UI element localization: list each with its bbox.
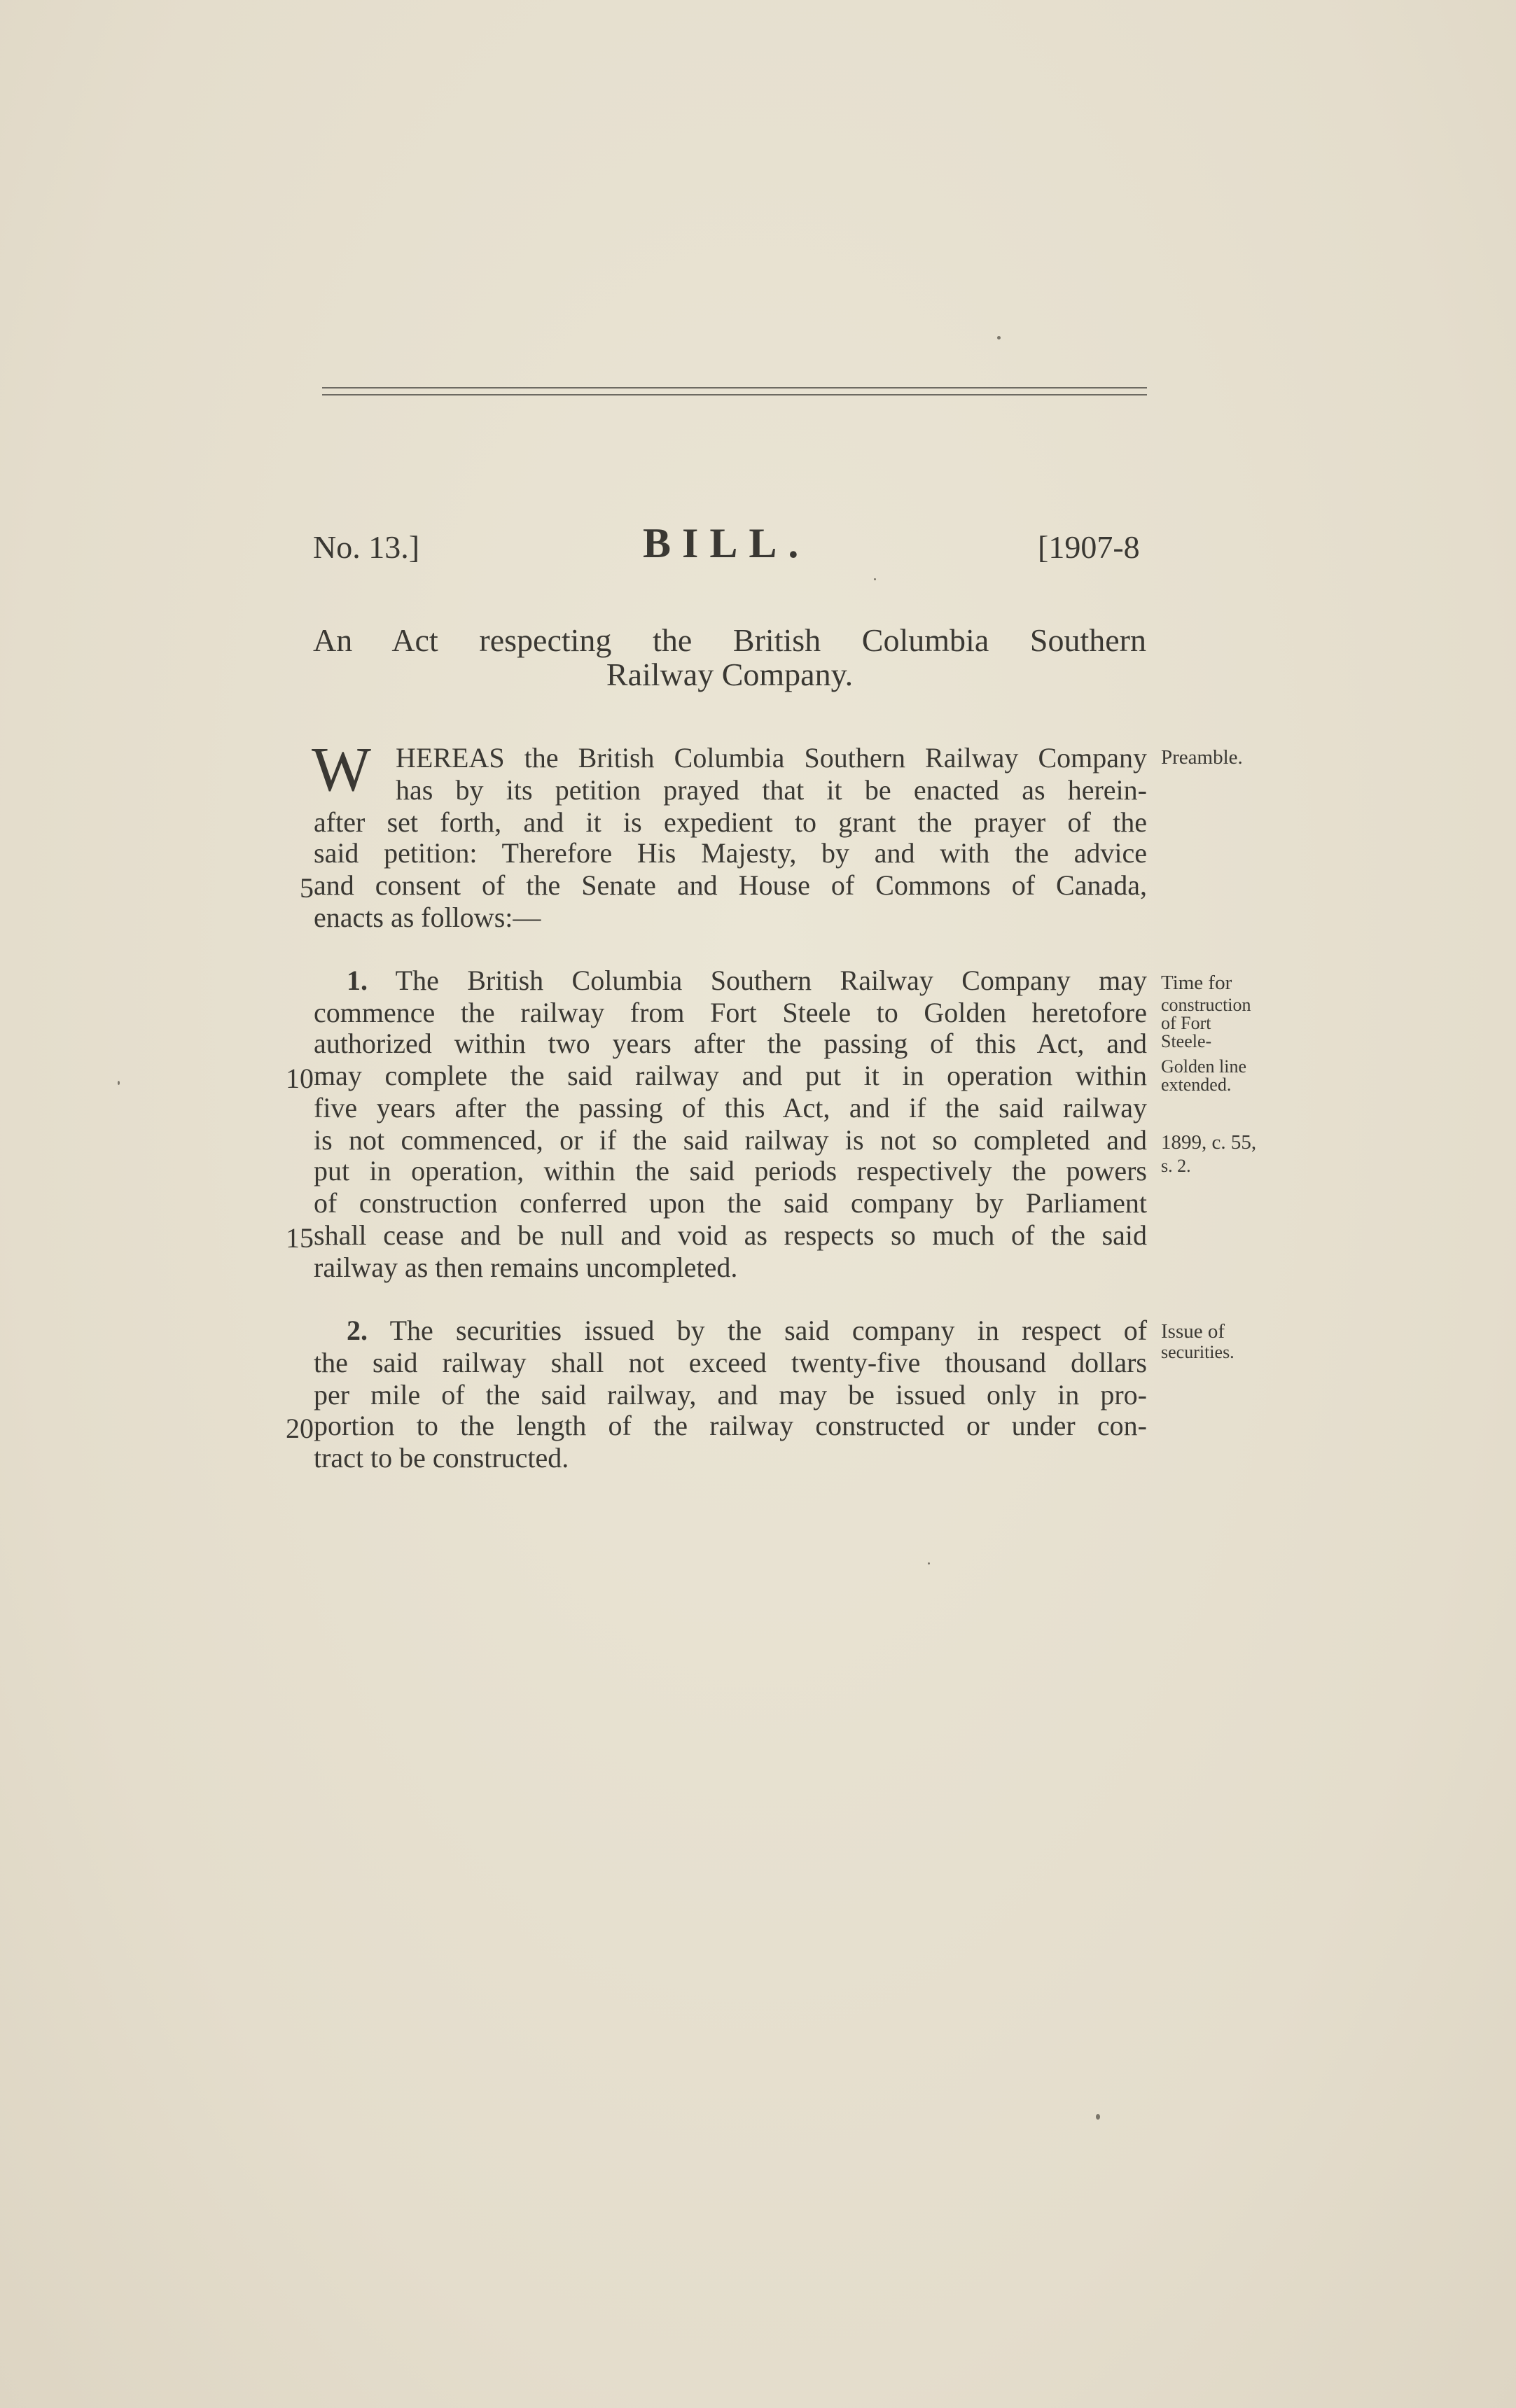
margin-note-section-2: securities. [1161, 1342, 1235, 1362]
line-number: 20 [286, 1413, 314, 1444]
margin-note-section-1: Steele- [1161, 1031, 1212, 1051]
section-2-number: 2. [347, 1315, 368, 1346]
section-1-line: of construction conferred upon the said company by Parliament [314, 1187, 1147, 1219]
preamble-line: enacts as follows:— [314, 902, 541, 933]
section-2-line: tract to be constructed. [314, 1442, 569, 1474]
paper-speck [1096, 2114, 1100, 2120]
section-1-number: 1. [347, 965, 368, 996]
paper-speck [997, 336, 1001, 340]
top-rule [322, 387, 1147, 388]
paper-speck [928, 1562, 930, 1564]
section-1-text: The British Columbia Southern Railway Company may [395, 965, 1148, 996]
bill-number: No. 13.] [313, 529, 420, 565]
margin-note-section-1: extended. [1161, 1074, 1232, 1095]
section-1-line: authorized within two years after the passing of this Act, and [314, 1028, 1147, 1059]
preamble-line: HEREAS the British Columbia Southern Railway Company [396, 742, 1147, 774]
preamble-line: after set forth, and it is expedient to grant the prayer of the [314, 806, 1147, 838]
margin-note-section-1: construction [1161, 995, 1251, 1015]
act-title [313, 623, 1146, 692]
line-number: 15 [286, 1222, 314, 1254]
act-title-line-2: Railway Company. [606, 657, 854, 692]
line-number: 5 [300, 872, 314, 904]
section-2-line: portion to the length of the railway constructed or under con- [314, 1410, 1147, 1441]
preamble-line: said petition: Therefore His Majesty, by and with the advice [314, 837, 1147, 869]
section-1-line: shall cease and be null and void as respects so much of the said [314, 1219, 1147, 1251]
section-1-line: five years after the passing of this Act, and if the said railway [314, 1092, 1147, 1124]
margin-note-section-1: Time for [1161, 972, 1232, 994]
preamble-line: has by its petition prayed that it be enacted as herein- [396, 774, 1147, 806]
citation-note: s. 2. [1161, 1156, 1191, 1176]
section-2-text: The securities issued by the said company in respect of [389, 1315, 1148, 1346]
margin-note-section-1: of Fort [1161, 1013, 1211, 1033]
section-1-line: is not commenced, or if the said railway is not so completed and [314, 1124, 1147, 1156]
section-1-line: commence the railway from Fort Steele to Golden heretofore [314, 997, 1147, 1028]
margin-note-preamble: Preamble. [1161, 746, 1243, 769]
act-title-line-1: An Act respecting the British Columbia Southern [313, 622, 1146, 658]
bill-heading: BILL. [643, 520, 810, 566]
session-year: [1907-8 [1038, 529, 1140, 565]
preamble-drop-cap: W [312, 735, 371, 804]
margin-note-section-2: Issue of [1161, 1320, 1225, 1343]
section-1-line: may complete the said railway and put it in operation within [314, 1060, 1147, 1091]
top-rule-second [322, 394, 1147, 396]
paper-speck [874, 578, 876, 580]
section-2-first-line [347, 1315, 1147, 1347]
margin-note-section-1: Golden line [1161, 1056, 1247, 1077]
citation-note: 1899, c. 55, [1161, 1131, 1257, 1154]
preamble-line: and consent of the Senate and House of Commons of Canada, [314, 869, 1147, 901]
line-number: 10 [286, 1063, 314, 1094]
section-1-first-line [347, 965, 1147, 997]
section-1-line: railway as then remains uncompleted. [314, 1252, 738, 1283]
paper-speck [118, 1081, 120, 1085]
section-2-line: per mile of the said railway, and may be issued only in pro- [314, 1379, 1147, 1410]
section-1-line: put in operation, within the said periods respectively the powers [314, 1155, 1147, 1186]
section-2-line: the said railway shall not exceed twenty-five thousand dollars [314, 1347, 1147, 1378]
